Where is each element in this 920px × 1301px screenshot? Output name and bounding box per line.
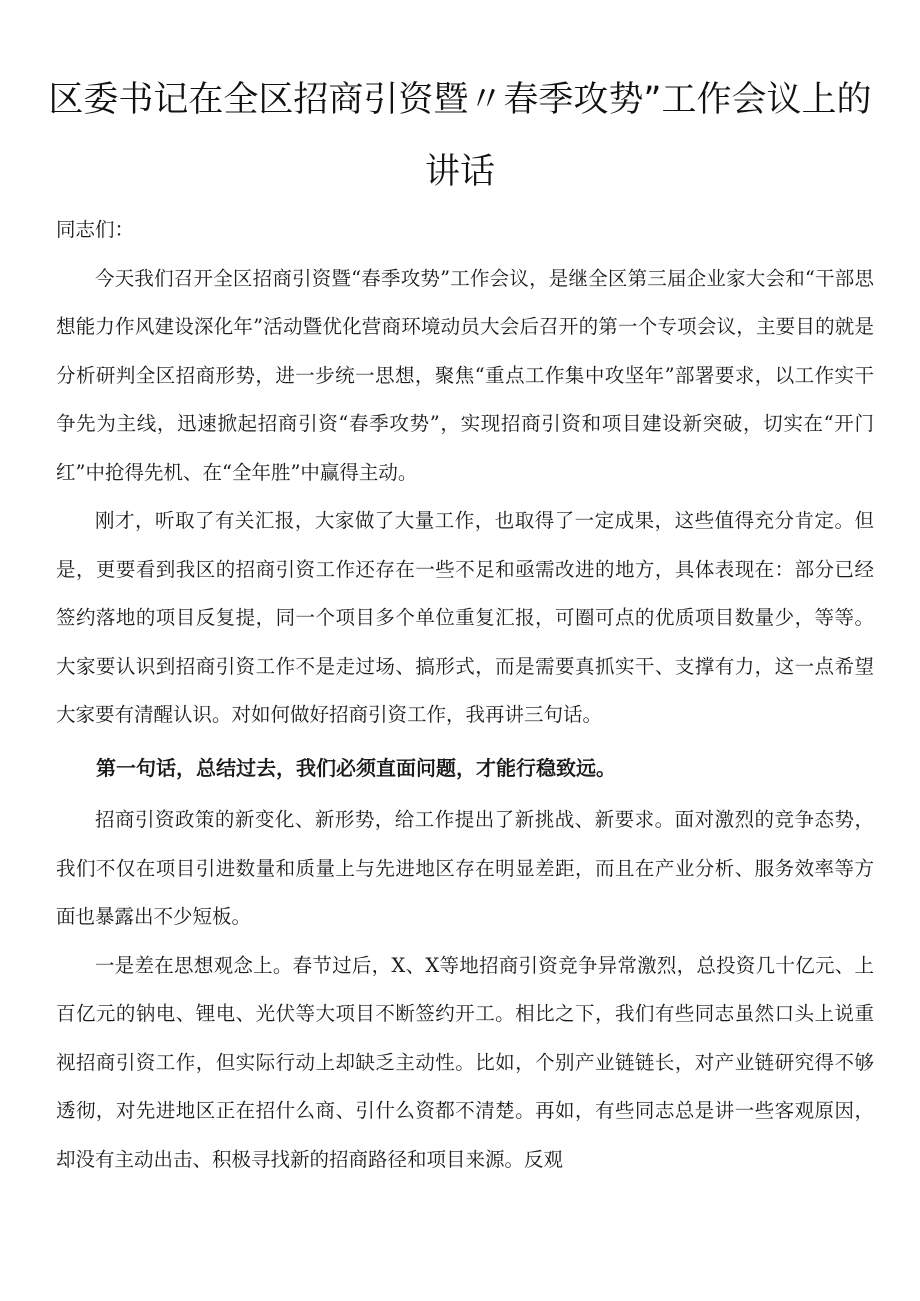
document-body — [56, 206, 874, 1184]
document-title-line-2: 讲话 — [424, 152, 495, 192]
paragraph: 一是差在思想观念上。春节过后，X、X等地招商引资竞争异常激烈，总投资几十亿元、上百亿元的钠电、锂电、光伏等大项目不断签约开工。相比之下，我们有些同志虽然口头上说重视招商引资工作，但实际行动上却缺乏主动性。比如，个别产业链链长，对产业链研究得不够透彻，对先进地区正在招什么商、引什么资都不清楚。再如，有些同志总是讲一些客观原因，却没有主动出击、积极寻找新的招商路径和项目来源。反观 — [56, 953, 874, 1171]
paragraph: 今天我们召开全区招商引资暨“春季攻势”工作会议，是继全区第三届企业家大会和“干部思想能力作风建设深化年”活动暨优化营商环境动员大会后召开的第一个专项会议，主要目的就是分析研判全区招商形势，进一步统一思想，聚焦“重点工作集中攻坚年”部署要求，以工作实干争先为主线，迅速掀起招商引资“春季攻势”，实现招商引资和项目建设新突破，切实在“开门红”中抢得先机、在“全年胜”中赢得主动。 — [56, 266, 874, 484]
document-title-line-1: 区委书记在全区招商引资暨〃春季攻势”工作会议上的 — [48, 80, 872, 120]
section-heading: 第一句话，总结过去，我们必须直面问题，才能行稳致远。 — [96, 755, 616, 780]
salutation: 同志们： — [56, 218, 135, 241]
paragraph: 刚才，听取了有关汇报，大家做了大量工作，也取得了一定成果，这些值得充分肯定。但是，更要看到我区的招商引资工作还存在一些不足和亟需改进的地方，具体表现在：部分已经签约落地的项目反复提，同一个项目多个单位重复汇报，可圈可点的优质项目数量少，等等。大家要认识到招商引资工作不是走过场、搞形式，而是需要真抓实干、支撑有力，这一点希望大家要有清醒认识。对如何做好招商引资工作，我再讲三句话。 — [56, 509, 874, 726]
paragraph: 招商引资政策的新变化、新形势，给工作提出了新挑战、新要求。面对激烈的竞争态势，我们不仅在项目引进数量和质量上与先进地区存在明显差距，而且在产业分析、服务效率等方面也暴露出不少短板。 — [56, 808, 874, 928]
